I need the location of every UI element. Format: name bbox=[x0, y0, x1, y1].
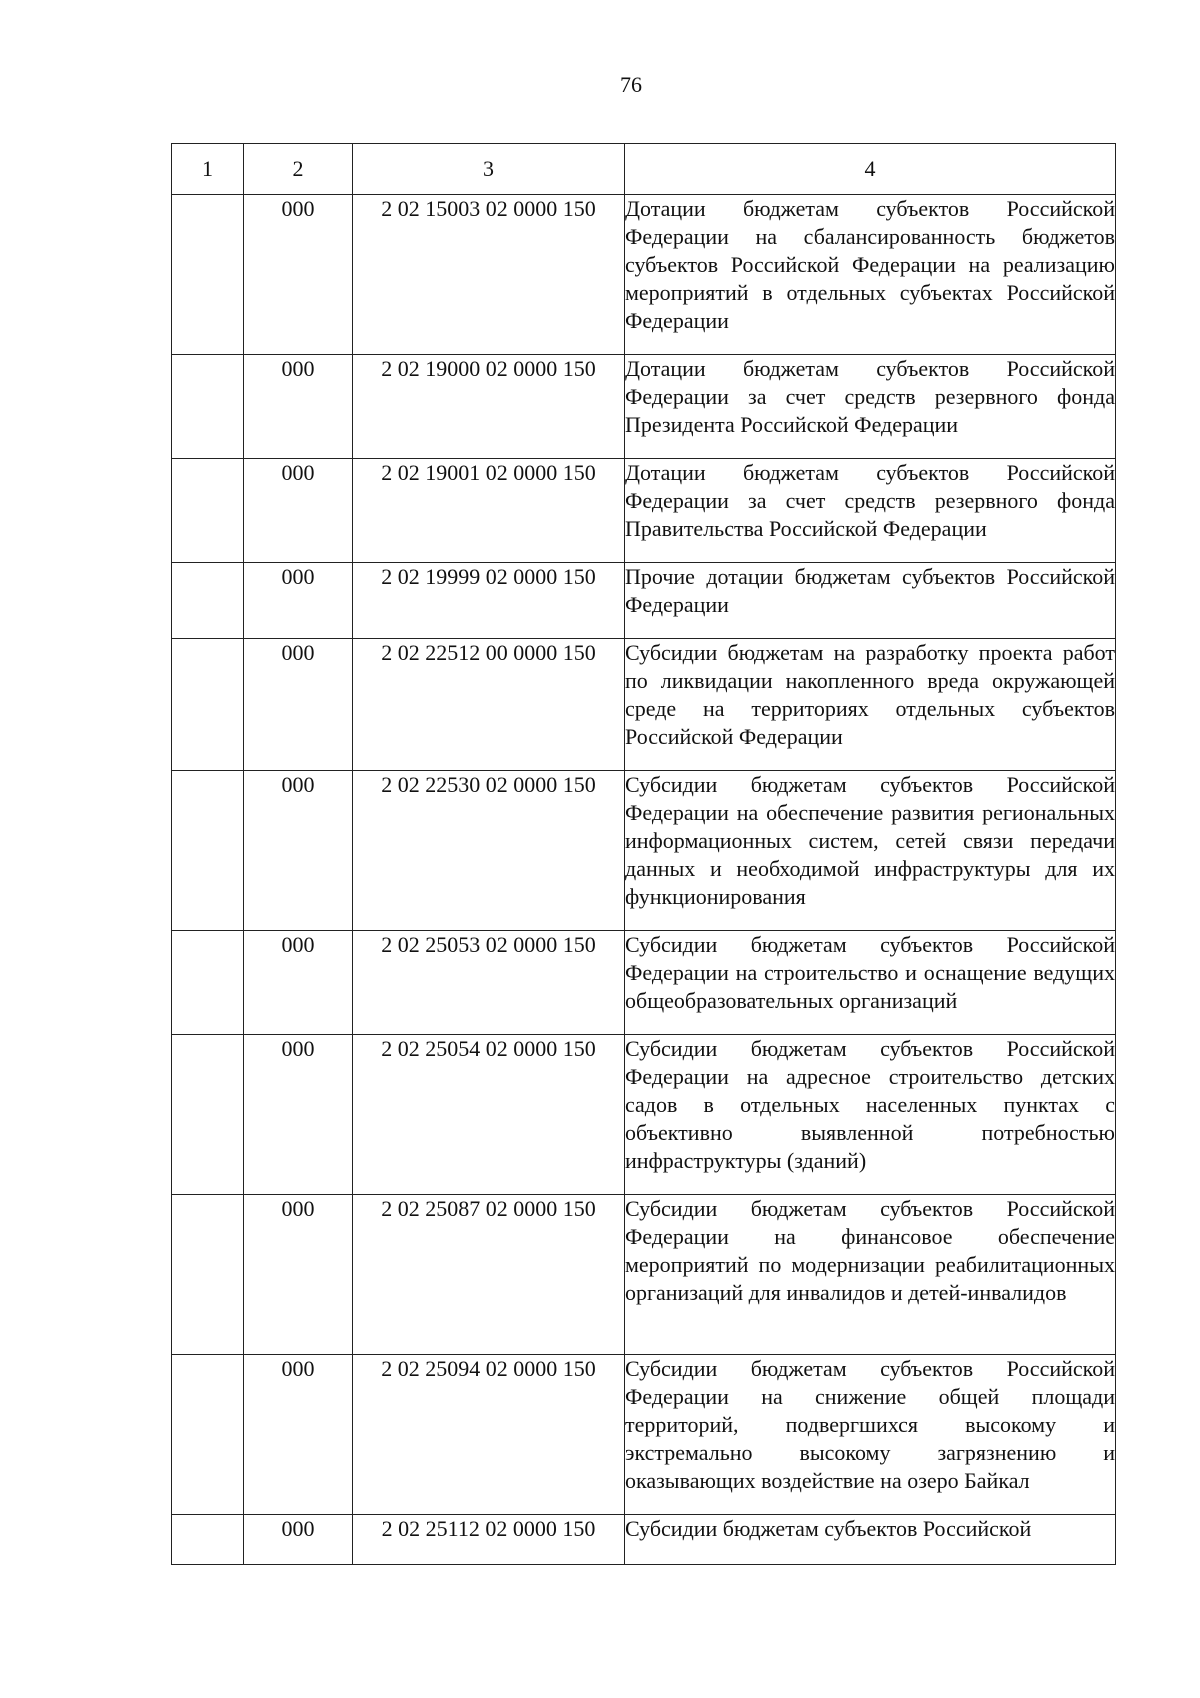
admin-code-cell: 000 bbox=[244, 639, 353, 771]
empty-cell bbox=[172, 355, 244, 459]
admin-code-cell: 000 bbox=[244, 1035, 353, 1195]
table-row bbox=[172, 931, 1116, 1035]
description-cell: Субсидии бюджетам субъектов Российской bbox=[625, 1515, 1116, 1565]
empty-cell bbox=[172, 1195, 244, 1355]
description-cell: Субсидии бюджетам субъектов Российской Федерации на строительство и оснащение ведущих общеобразовательных организаций bbox=[625, 931, 1116, 1035]
table-row bbox=[172, 563, 1116, 639]
table-row bbox=[172, 1515, 1116, 1565]
budget-code-cell: 2 02 25112 02 0000 150 bbox=[353, 1515, 625, 1565]
budget-code-cell: 2 02 25054 02 0000 150 bbox=[353, 1035, 625, 1195]
empty-cell bbox=[172, 1035, 244, 1195]
budget-code-cell: 2 02 19000 02 0000 150 bbox=[353, 355, 625, 459]
table-body bbox=[172, 195, 1116, 1565]
admin-code-cell: 000 bbox=[244, 563, 353, 639]
budget-code-cell: 2 02 19001 02 0000 150 bbox=[353, 459, 625, 563]
column-header: 3 bbox=[353, 144, 625, 195]
empty-cell bbox=[172, 639, 244, 771]
description-cell: Субсидии бюджетам субъектов Российской Федерации на адресное строительство детских садов в отдельных населенных пунктах с объективно выявленной потребностью инфраструктуры (зданий) bbox=[625, 1035, 1116, 1195]
budget-classification-table bbox=[171, 143, 1116, 1565]
budget-code-cell: 2 02 19999 02 0000 150 bbox=[353, 563, 625, 639]
column-header: 2 bbox=[244, 144, 353, 195]
table-row bbox=[172, 355, 1116, 459]
admin-code-cell: 000 bbox=[244, 195, 353, 355]
admin-code-cell: 000 bbox=[244, 355, 353, 459]
description-cell: Дотации бюджетам субъектов Российской Федерации на сбалансированность бюджетов субъектов Российской Федерации на реализацию мероприятий в отдельных субъектах Российской Федерации bbox=[625, 195, 1116, 355]
page-number: 76 bbox=[620, 72, 642, 97]
table-row bbox=[172, 639, 1116, 771]
admin-code-cell: 000 bbox=[244, 1515, 353, 1565]
table-row bbox=[172, 1355, 1116, 1515]
empty-cell bbox=[172, 195, 244, 355]
column-header: 1 bbox=[172, 144, 244, 195]
description-cell: Прочие дотации бюджетам субъектов Российской Федерации bbox=[625, 563, 1116, 639]
description-cell: Субсидии бюджетам субъектов Российской Федерации на снижение общей площади территорий, подвергшихся высокому и экстремально высокому загрязнению и оказывающих воздействие на озеро Байкал bbox=[625, 1355, 1116, 1515]
table-row bbox=[172, 459, 1116, 563]
empty-cell bbox=[172, 1355, 244, 1515]
empty-cell bbox=[172, 563, 244, 639]
table-row bbox=[172, 1195, 1116, 1355]
budget-code-cell: 2 02 25053 02 0000 150 bbox=[353, 931, 625, 1035]
budget-code-cell: 2 02 22530 02 0000 150 bbox=[353, 771, 625, 931]
admin-code-cell: 000 bbox=[244, 459, 353, 563]
budget-code-cell: 2 02 22512 00 0000 150 bbox=[353, 639, 625, 771]
empty-cell bbox=[172, 771, 244, 931]
table-row bbox=[172, 195, 1116, 355]
budget-code-cell: 2 02 25094 02 0000 150 bbox=[353, 1355, 625, 1515]
table-row bbox=[172, 1035, 1116, 1195]
description-cell: Субсидии бюджетам субъектов Российской Федерации на финансовое обеспечение мероприятий по модернизации реабилитационных организаций для инвалидов и детей-инвалидов bbox=[625, 1195, 1116, 1355]
empty-cell bbox=[172, 459, 244, 563]
description-cell: Дотации бюджетам субъектов Российской Федерации за счет средств резервного фонда Правительства Российской Федерации bbox=[625, 459, 1116, 563]
admin-code-cell: 000 bbox=[244, 931, 353, 1035]
table-row bbox=[172, 771, 1116, 931]
table-header-row bbox=[172, 144, 1116, 195]
admin-code-cell: 000 bbox=[244, 1195, 353, 1355]
description-cell: Субсидии бюджетам субъектов Российской Федерации на обеспечение развития региональных информационных систем, сетей связи передачи данных и необходимой инфраструктуры для их функционирования bbox=[625, 771, 1116, 931]
admin-code-cell: 000 bbox=[244, 1355, 353, 1515]
budget-code-cell: 2 02 25087 02 0000 150 bbox=[353, 1195, 625, 1355]
empty-cell bbox=[172, 931, 244, 1035]
description-cell: Субсидии бюджетам на разработку проекта работ по ликвидации накопленного вреда окружающей среде на территориях отдельных субъектов Российской Федерации bbox=[625, 639, 1116, 771]
column-header: 4 bbox=[625, 144, 1116, 195]
empty-cell bbox=[172, 1515, 244, 1565]
budget-code-cell: 2 02 15003 02 0000 150 bbox=[353, 195, 625, 355]
description-cell: Дотации бюджетам субъектов Российской Федерации за счет средств резервного фонда Президента Российской Федерации bbox=[625, 355, 1116, 459]
admin-code-cell: 000 bbox=[244, 771, 353, 931]
